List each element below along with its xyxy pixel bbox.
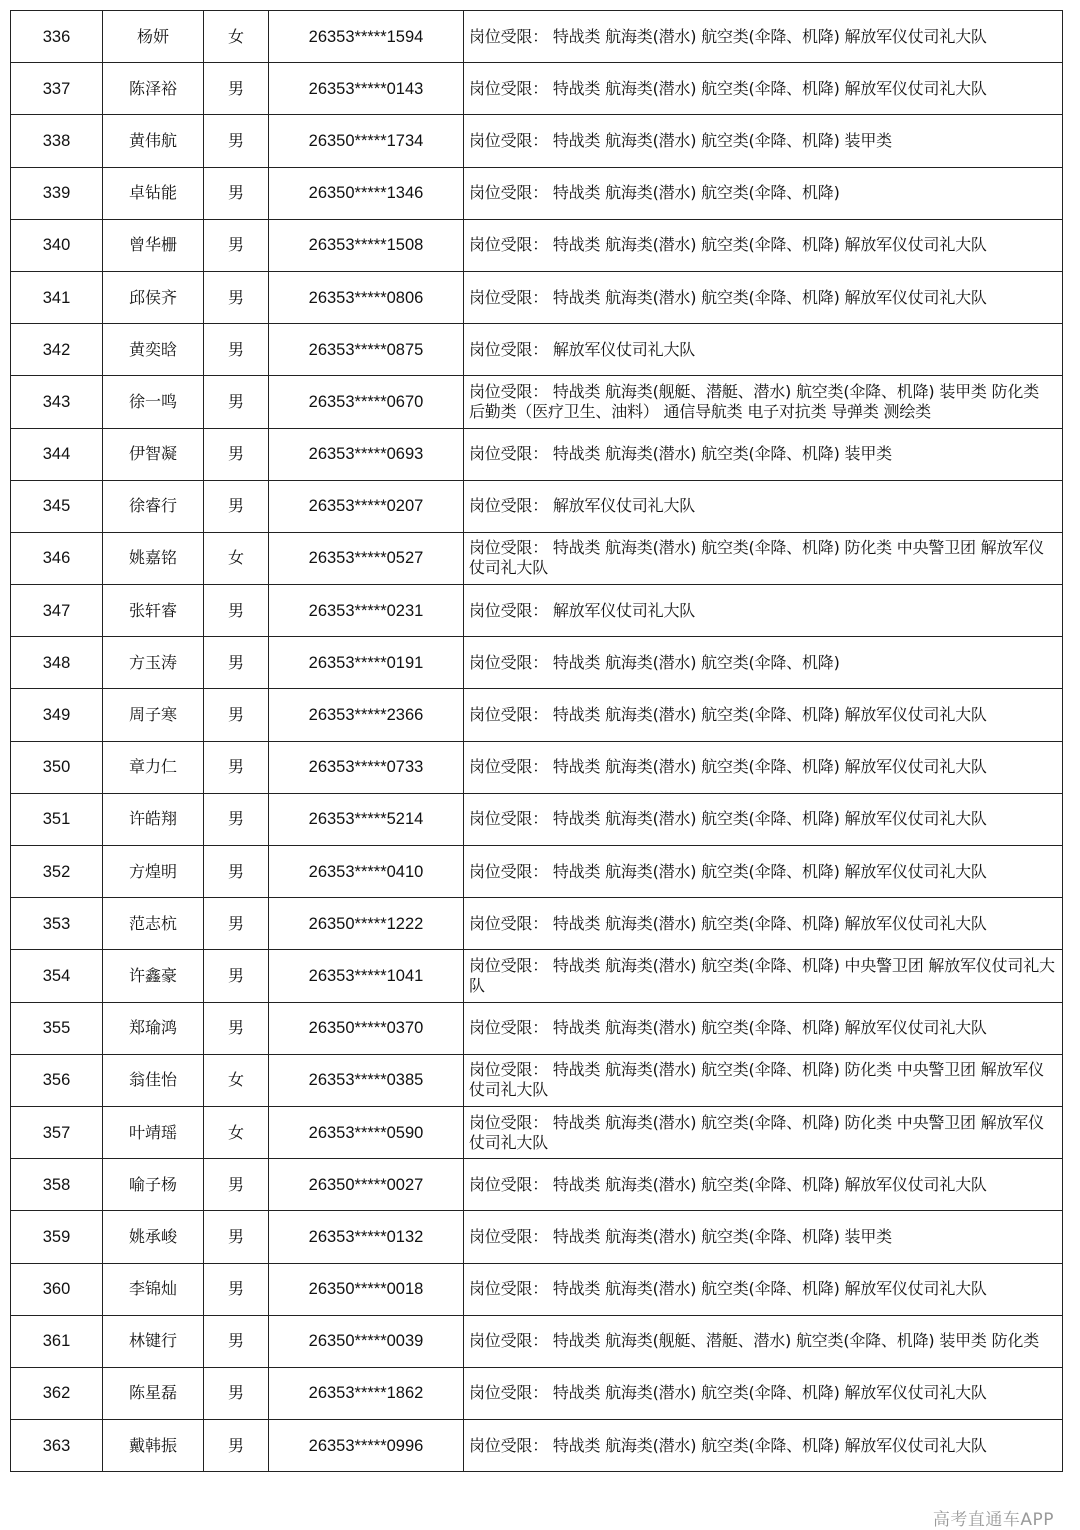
row-id: 26353*****1508 bbox=[269, 219, 464, 271]
row-restriction: 岗位受限： 特战类 航海类(潜水) 航空类(伞降、机降) 解放军仪仗司礼大队 bbox=[464, 741, 1063, 793]
row-restriction: 岗位受限： 特战类 航海类(潜水) 航空类(伞降、机降) 解放军仪仗司礼大队 bbox=[464, 219, 1063, 271]
row-sex: 男 bbox=[204, 219, 269, 271]
row-sex: 男 bbox=[204, 950, 269, 1002]
row-number: 338 bbox=[11, 115, 103, 167]
row-number: 355 bbox=[11, 1002, 103, 1054]
row-id: 26353*****0132 bbox=[269, 1211, 464, 1263]
row-restriction: 岗位受限： 特战类 航海类(潜水) 航空类(伞降、机降) 解放军仪仗司礼大队 bbox=[464, 271, 1063, 323]
row-restriction: 岗位受限： 特战类 航海类(潜水) 航空类(伞降、机降) 防化类 中央警卫团 解放军仪仗司礼大队 bbox=[464, 1054, 1063, 1106]
row-number: 361 bbox=[11, 1315, 103, 1367]
row-sex: 男 bbox=[204, 271, 269, 323]
row-sex: 男 bbox=[204, 1367, 269, 1419]
table-row bbox=[11, 793, 1063, 845]
table-body bbox=[11, 11, 1063, 1472]
row-restriction: 岗位受限： 特战类 航海类(潜水) 航空类(伞降、机降) 解放军仪仗司礼大队 bbox=[464, 1002, 1063, 1054]
row-sex: 男 bbox=[204, 689, 269, 741]
table-row bbox=[11, 846, 1063, 898]
row-sex: 男 bbox=[204, 1315, 269, 1367]
row-restriction: 岗位受限： 特战类 航海类(潜水) 航空类(伞降、机降) 装甲类 bbox=[464, 115, 1063, 167]
row-id: 26353*****0410 bbox=[269, 846, 464, 898]
table-row bbox=[11, 115, 1063, 167]
row-sex: 男 bbox=[204, 63, 269, 115]
row-number: 358 bbox=[11, 1159, 103, 1211]
table-row bbox=[11, 376, 1063, 428]
row-name: 林键行 bbox=[103, 1315, 204, 1367]
table-row bbox=[11, 1054, 1063, 1106]
table-row bbox=[11, 1420, 1063, 1472]
row-name: 杨妍 bbox=[103, 11, 204, 63]
row-name: 许皓翔 bbox=[103, 793, 204, 845]
row-restriction: 岗位受限： 特战类 航海类(潜水) 航空类(伞降、机降) 解放军仪仗司礼大队 bbox=[464, 1367, 1063, 1419]
row-id: 26353*****0207 bbox=[269, 480, 464, 532]
row-name: 姚嘉铭 bbox=[103, 532, 204, 584]
table-row bbox=[11, 480, 1063, 532]
table-row bbox=[11, 324, 1063, 376]
row-number: 353 bbox=[11, 898, 103, 950]
row-name: 周子寒 bbox=[103, 689, 204, 741]
row-sex: 男 bbox=[204, 1002, 269, 1054]
row-name: 陈泽裕 bbox=[103, 63, 204, 115]
row-id: 26353*****0143 bbox=[269, 63, 464, 115]
row-id: 26353*****0875 bbox=[269, 324, 464, 376]
row-name: 徐一鸣 bbox=[103, 376, 204, 428]
row-number: 342 bbox=[11, 324, 103, 376]
row-sex: 男 bbox=[204, 1263, 269, 1315]
row-sex: 男 bbox=[204, 324, 269, 376]
row-id: 26350*****1346 bbox=[269, 167, 464, 219]
table-row bbox=[11, 1002, 1063, 1054]
table-row bbox=[11, 1263, 1063, 1315]
row-number: 344 bbox=[11, 428, 103, 480]
row-id: 26353*****0806 bbox=[269, 271, 464, 323]
row-restriction: 岗位受限： 特战类 航海类(潜水) 航空类(伞降、机降) 解放军仪仗司礼大队 bbox=[464, 689, 1063, 741]
row-restriction: 岗位受限： 特战类 航海类(潜水) 航空类(伞降、机降) 解放军仪仗司礼大队 bbox=[464, 11, 1063, 63]
row-restriction: 岗位受限： 特战类 航海类(潜水) 航空类(伞降、机降) 防化类 中央警卫团 解放军仪仗司礼大队 bbox=[464, 1106, 1063, 1158]
row-number: 352 bbox=[11, 846, 103, 898]
row-name: 卓钻能 bbox=[103, 167, 204, 219]
row-name: 姚承峻 bbox=[103, 1211, 204, 1263]
row-sex: 男 bbox=[204, 1420, 269, 1472]
table-row bbox=[11, 950, 1063, 1002]
watermark-text: 高考直通车APP bbox=[932, 1510, 1054, 1530]
restriction-table bbox=[10, 10, 1063, 1472]
row-id: 26350*****0039 bbox=[269, 1315, 464, 1367]
row-restriction: 岗位受限： 特战类 航海类(舰艇、潜艇、潜水) 航空类(伞降、机降) 装甲类 防化类 后勤类（医疗卫生、油料） 通信导航类 电子对抗类 导弹类 测绘类 bbox=[464, 376, 1063, 428]
row-number: 341 bbox=[11, 271, 103, 323]
row-restriction: 岗位受限： 特战类 航海类(潜水) 航空类(伞降、机降) 解放军仪仗司礼大队 bbox=[464, 793, 1063, 845]
row-id: 26353*****1594 bbox=[269, 11, 464, 63]
row-restriction: 岗位受限： 特战类 航海类(潜水) 航空类(伞降、机降) 装甲类 bbox=[464, 1211, 1063, 1263]
table-row bbox=[11, 741, 1063, 793]
row-sex: 男 bbox=[204, 637, 269, 689]
row-sex: 男 bbox=[204, 480, 269, 532]
row-id: 26350*****1734 bbox=[269, 115, 464, 167]
row-name: 陈星磊 bbox=[103, 1367, 204, 1419]
row-sex: 男 bbox=[204, 585, 269, 637]
table-row bbox=[11, 1315, 1063, 1367]
table-row bbox=[11, 585, 1063, 637]
table-row bbox=[11, 1106, 1063, 1158]
row-id: 26353*****0385 bbox=[269, 1054, 464, 1106]
row-number: 360 bbox=[11, 1263, 103, 1315]
row-sex: 男 bbox=[204, 793, 269, 845]
row-name: 方玉涛 bbox=[103, 637, 204, 689]
row-name: 翁佳怡 bbox=[103, 1054, 204, 1106]
row-sex: 女 bbox=[204, 532, 269, 584]
row-number: 363 bbox=[11, 1420, 103, 1472]
table-row bbox=[11, 428, 1063, 480]
row-name: 郑瑜鸿 bbox=[103, 1002, 204, 1054]
row-restriction: 岗位受限： 特战类 航海类(潜水) 航空类(伞降、机降) 中央警卫团 解放军仪仗司礼大队 bbox=[464, 950, 1063, 1002]
row-id: 26353*****0733 bbox=[269, 741, 464, 793]
row-sex: 女 bbox=[204, 1054, 269, 1106]
row-sex: 女 bbox=[204, 1106, 269, 1158]
row-name: 喻子杨 bbox=[103, 1159, 204, 1211]
row-sex: 女 bbox=[204, 11, 269, 63]
row-id: 26353*****0590 bbox=[269, 1106, 464, 1158]
row-restriction: 岗位受限： 解放军仪仗司礼大队 bbox=[464, 324, 1063, 376]
row-sex: 男 bbox=[204, 846, 269, 898]
row-number: 343 bbox=[11, 376, 103, 428]
table-row bbox=[11, 637, 1063, 689]
row-id: 26350*****0370 bbox=[269, 1002, 464, 1054]
row-id: 26350*****0027 bbox=[269, 1159, 464, 1211]
row-name: 黄奕晗 bbox=[103, 324, 204, 376]
row-name: 曾华栅 bbox=[103, 219, 204, 271]
row-id: 26350*****1222 bbox=[269, 898, 464, 950]
row-id: 26353*****2366 bbox=[269, 689, 464, 741]
row-number: 362 bbox=[11, 1367, 103, 1419]
row-id: 26353*****1862 bbox=[269, 1367, 464, 1419]
table-row bbox=[11, 532, 1063, 584]
row-sex: 男 bbox=[204, 1159, 269, 1211]
row-name: 徐睿行 bbox=[103, 480, 204, 532]
row-number: 349 bbox=[11, 689, 103, 741]
row-number: 346 bbox=[11, 532, 103, 584]
row-id: 26350*****0018 bbox=[269, 1263, 464, 1315]
row-number: 339 bbox=[11, 167, 103, 219]
table-row bbox=[11, 898, 1063, 950]
row-id: 26353*****0693 bbox=[269, 428, 464, 480]
row-number: 347 bbox=[11, 585, 103, 637]
row-restriction: 岗位受限： 特战类 航海类(潜水) 航空类(伞降、机降) 解放军仪仗司礼大队 bbox=[464, 1263, 1063, 1315]
row-name: 黄伟航 bbox=[103, 115, 204, 167]
row-restriction: 岗位受限： 特战类 航海类(潜水) 航空类(伞降、机降) bbox=[464, 167, 1063, 219]
row-restriction: 岗位受限： 特战类 航海类(潜水) 航空类(伞降、机降) 解放军仪仗司礼大队 bbox=[464, 846, 1063, 898]
table-row bbox=[11, 271, 1063, 323]
row-restriction: 岗位受限： 特战类 航海类(潜水) 航空类(伞降、机降) 解放军仪仗司礼大队 bbox=[464, 1159, 1063, 1211]
row-number: 345 bbox=[11, 480, 103, 532]
row-number: 350 bbox=[11, 741, 103, 793]
row-sex: 男 bbox=[204, 898, 269, 950]
row-id: 26353*****0231 bbox=[269, 585, 464, 637]
row-number: 340 bbox=[11, 219, 103, 271]
row-id: 26353*****0670 bbox=[269, 376, 464, 428]
row-name: 戴韩振 bbox=[103, 1420, 204, 1472]
row-number: 336 bbox=[11, 11, 103, 63]
row-sex: 男 bbox=[204, 167, 269, 219]
table-row bbox=[11, 1211, 1063, 1263]
row-restriction: 岗位受限： 特战类 航海类(潜水) 航空类(伞降、机降) 解放军仪仗司礼大队 bbox=[464, 1420, 1063, 1472]
row-sex: 男 bbox=[204, 428, 269, 480]
table-row bbox=[11, 63, 1063, 115]
row-restriction: 岗位受限： 解放军仪仗司礼大队 bbox=[464, 480, 1063, 532]
table-row bbox=[11, 167, 1063, 219]
row-restriction: 岗位受限： 特战类 航海类(潜水) 航空类(伞降、机降) 防化类 中央警卫团 解放军仪仗司礼大队 bbox=[464, 532, 1063, 584]
row-restriction: 岗位受限： 特战类 航海类(潜水) 航空类(伞降、机降) bbox=[464, 637, 1063, 689]
row-restriction: 岗位受限： 解放军仪仗司礼大队 bbox=[464, 585, 1063, 637]
row-restriction: 岗位受限： 特战类 航海类(潜水) 航空类(伞降、机降) 解放军仪仗司礼大队 bbox=[464, 63, 1063, 115]
table-row bbox=[11, 1367, 1063, 1419]
row-name: 范志杭 bbox=[103, 898, 204, 950]
table-row bbox=[11, 689, 1063, 741]
row-name: 章力仁 bbox=[103, 741, 204, 793]
row-restriction: 岗位受限： 特战类 航海类(舰艇、潜艇、潜水) 航空类(伞降、机降) 装甲类 防化类 bbox=[464, 1315, 1063, 1367]
row-restriction: 岗位受限： 特战类 航海类(潜水) 航空类(伞降、机降) 解放军仪仗司礼大队 bbox=[464, 898, 1063, 950]
table-row bbox=[11, 11, 1063, 63]
table-row bbox=[11, 1159, 1063, 1211]
row-id: 26353*****0996 bbox=[269, 1420, 464, 1472]
row-number: 337 bbox=[11, 63, 103, 115]
row-sex: 男 bbox=[204, 1211, 269, 1263]
row-number: 354 bbox=[11, 950, 103, 1002]
row-name: 叶靖瑶 bbox=[103, 1106, 204, 1158]
row-name: 许鑫豪 bbox=[103, 950, 204, 1002]
table-row bbox=[11, 219, 1063, 271]
row-id: 26353*****1041 bbox=[269, 950, 464, 1002]
row-number: 351 bbox=[11, 793, 103, 845]
row-sex: 男 bbox=[204, 115, 269, 167]
row-id: 26353*****0527 bbox=[269, 532, 464, 584]
row-restriction: 岗位受限： 特战类 航海类(潜水) 航空类(伞降、机降) 装甲类 bbox=[464, 428, 1063, 480]
row-name: 李锦灿 bbox=[103, 1263, 204, 1315]
row-sex: 男 bbox=[204, 741, 269, 793]
row-number: 348 bbox=[11, 637, 103, 689]
row-number: 356 bbox=[11, 1054, 103, 1106]
row-id: 26353*****5214 bbox=[269, 793, 464, 845]
row-number: 359 bbox=[11, 1211, 103, 1263]
row-sex: 男 bbox=[204, 376, 269, 428]
row-name: 方煌明 bbox=[103, 846, 204, 898]
row-name: 伊智凝 bbox=[103, 428, 204, 480]
row-name: 张轩睿 bbox=[103, 585, 204, 637]
row-name: 邱侯齐 bbox=[103, 271, 204, 323]
row-id: 26353*****0191 bbox=[269, 637, 464, 689]
row-number: 357 bbox=[11, 1106, 103, 1158]
